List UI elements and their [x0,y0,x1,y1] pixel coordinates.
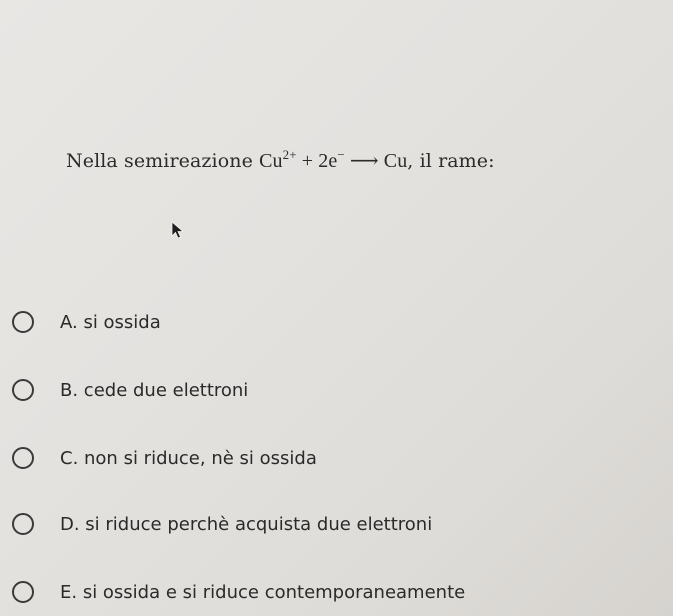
option-e[interactable] [12,581,465,603]
radio-button-d[interactable] [12,513,34,535]
reaction-arrow: ⟶ [344,150,384,172]
option-a-label: A. si ossida [60,311,161,333]
mouse-pointer-icon [170,220,186,240]
option-b[interactable] [12,379,248,401]
option-d[interactable] [12,513,432,535]
option-c[interactable] [12,447,317,469]
ion-charge: 2+ [282,147,297,162]
radio-button-b[interactable] [12,379,34,401]
radio-button-c[interactable] [12,447,34,469]
question-prefix: Nella semireazione [66,150,260,172]
option-a[interactable] [12,311,161,333]
question-text [66,148,495,173]
radio-button-e[interactable] [12,581,34,603]
ion-symbol: Cu [259,150,283,172]
electron-term: + 2e [296,150,338,172]
option-b-label: B. cede due elettroni [60,379,249,401]
option-e-label: E. si ossida e si riduce contemporaneamente [60,581,466,603]
electron-charge: − [337,147,345,162]
question-suffix: , il rame: [407,150,495,172]
radio-button-a[interactable] [12,311,34,333]
half-reaction [259,147,408,172]
option-c-label: C. non si riduce, nè si ossida [60,447,317,469]
option-d-label: D. si riduce perchè acquista due elettroni [60,513,433,535]
product-symbol: Cu [383,150,408,172]
